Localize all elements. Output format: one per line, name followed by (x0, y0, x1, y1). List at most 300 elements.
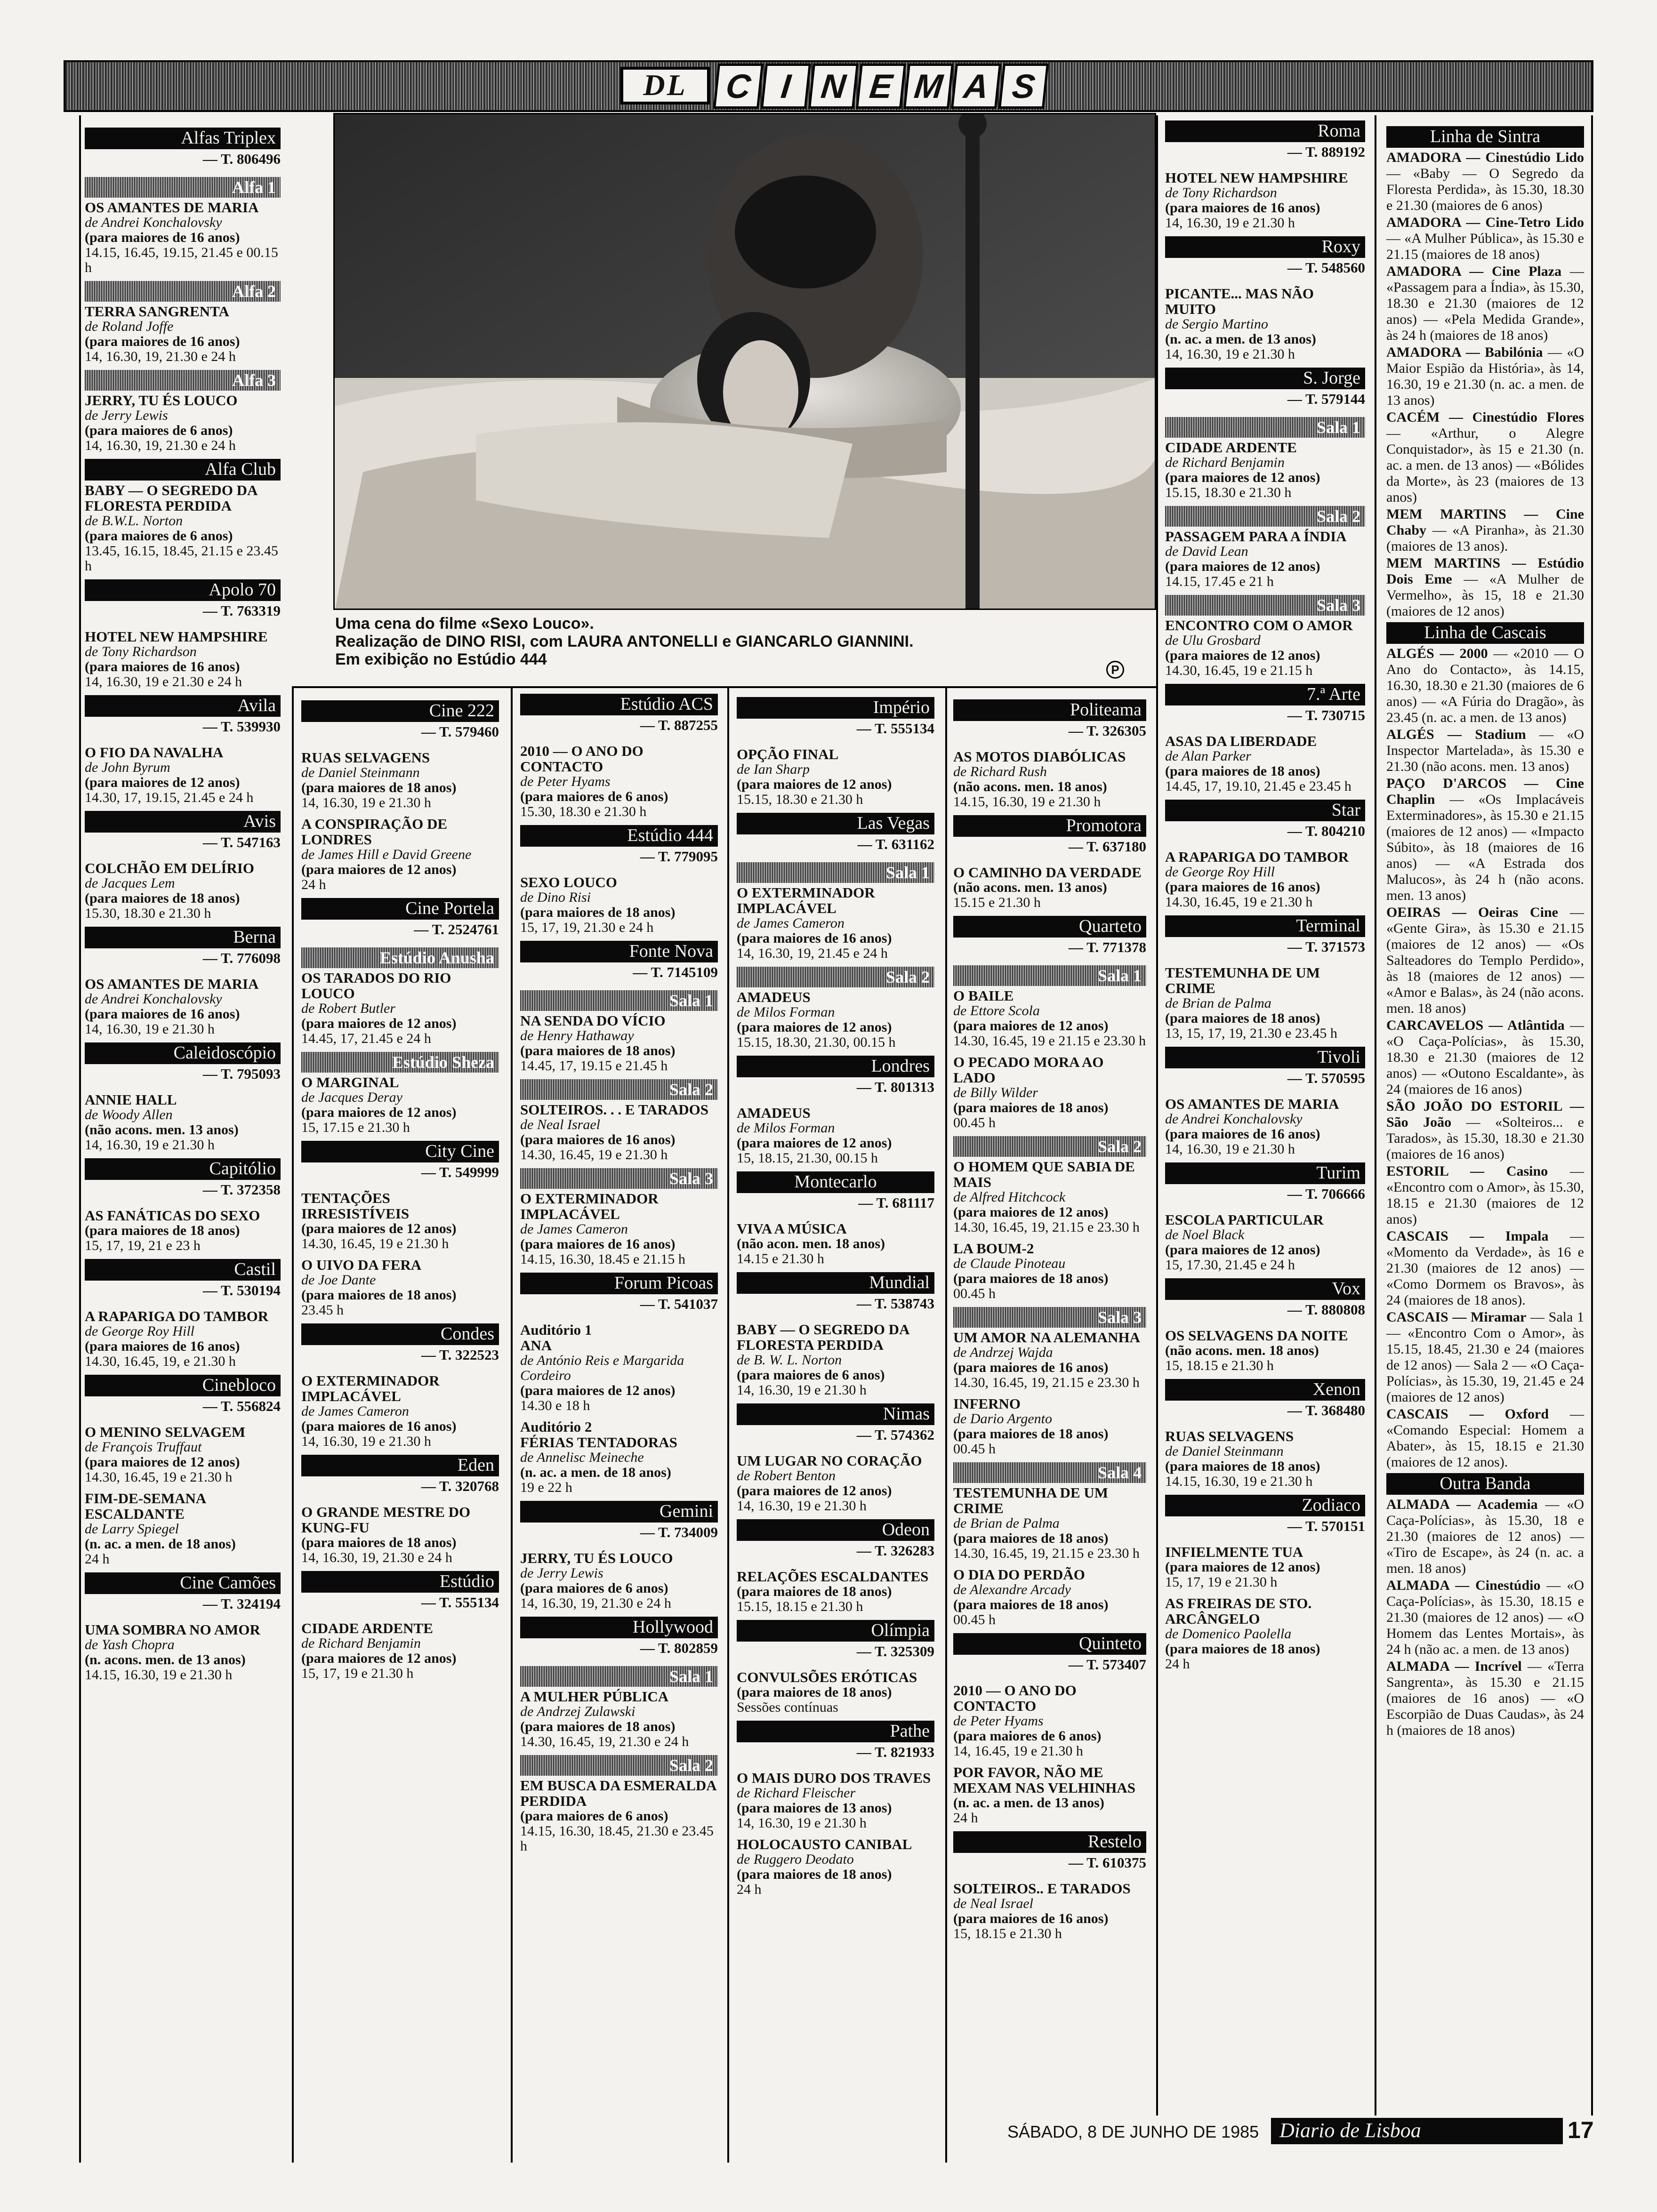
cinema-phone: — T. 779095 (640, 848, 718, 865)
cinema-phone: — T. 802859 (640, 1640, 718, 1656)
age-rating: (para maiores de 12 anos) (1165, 1559, 1320, 1575)
film-title: BABY — O SEGREDO DA FLORESTA PERDIDA (737, 1321, 909, 1353)
cinema-phone: — T. 804210 (1287, 823, 1365, 839)
age-rating: (para maiores de 16 anos) (1165, 200, 1320, 216)
cinema-name: Odeon (737, 1519, 934, 1541)
showtimes: 14.30, 16.45, 19 e 21.15 h (1165, 663, 1313, 678)
film-still-image (335, 114, 1156, 610)
age-rating: (para maiores de 6 anos) (520, 1580, 668, 1596)
showtimes: 23.45 h (301, 1302, 344, 1318)
listing-entry (1386, 506, 1584, 554)
venue-name: MEM MARTINS — Cine Chaby (1386, 506, 1584, 538)
showtimes: 14, 16.30, 19 e 21.30 e 24 h (85, 674, 242, 689)
cinema-name: Nimas (737, 1403, 934, 1425)
cinema-name: Linha de Sintra (1386, 126, 1584, 148)
film-title: OPÇÃO FINAL (737, 746, 839, 762)
film-title: INFERNO (953, 1395, 1021, 1412)
film-title: FÉRIAS TENTADORAS (520, 1434, 677, 1451)
film-title: UM LUGAR NO CORAÇÃO (737, 1452, 922, 1469)
age-rating: (para maiores de 12 anos) (301, 1651, 457, 1666)
age-rating: (para maiores de 16 anos) (737, 930, 892, 946)
listing-text: — «O Inspector Marteladа», às 15.30 e 21.30 (não acons. men. 13 anos) (1386, 727, 1584, 774)
column-6 (1165, 118, 1365, 1677)
cinema-name: Londres (737, 1056, 934, 1077)
listing-entry (1386, 1163, 1584, 1227)
showtimes: 14, 16.30, 19, 21.30 e 24 h (520, 1595, 671, 1611)
listing-entry (1386, 345, 1584, 409)
film-director: de Alan Parker (1165, 748, 1251, 764)
listing-text: — «A Mulher Pública», às 15.30 e 21.15 (maiores de 18 anos) (1386, 231, 1584, 262)
film-director: de Andrei Konchalovsky (85, 215, 222, 230)
film-title: UM AMOR NA ALEMANHA (953, 1329, 1140, 1346)
screen-label: Sala 1 (737, 862, 934, 883)
title-letter: C (713, 64, 764, 109)
listing-entry (1386, 1228, 1584, 1308)
film-director: de François Truffaut (85, 1439, 202, 1455)
showtimes: 14.15, 16.30, 19 e 21.30 h (1165, 1474, 1313, 1489)
showtimes: 15.30, 18.30 e 21.30 h (85, 906, 211, 921)
film-title: SEXO LOUCO (520, 874, 617, 890)
cinema-phone: — T. 538743 (856, 1295, 934, 1312)
listing-text: — «Momento da Verdade», às 16 e 21.30 (maiores de 12 anos) — «Como Dormem os Bravos», às 24 (maiores de 18 anos). (1386, 1228, 1585, 1308)
showtimes: 14.30, 17, 19.15, 21.45 e 24 h (85, 790, 254, 805)
film-title: HOTEL NEW HAMPSHIRE (85, 628, 268, 645)
column-4 (737, 694, 934, 1903)
film-title: AS MOTOS DIABÓLICAS (953, 748, 1126, 765)
showtimes: 00.45 h (953, 1612, 996, 1627)
film-director: de Sergio Martino (1165, 316, 1268, 332)
column-3 (520, 691, 718, 1859)
screen-label: Sala 1 (1165, 417, 1365, 438)
cinema-phone: — T. 574362 (856, 1427, 934, 1443)
cinema-phone: — T. 372358 (202, 1181, 281, 1198)
listing-text: — «2010 — O Ano do Contacto», às 14.15, 16.30, 18.30 e 21.30 (maiores de 6 anos) — «A Fúria do Dragão», às 23.45 (n. ac. a men. de 13 anos) (1386, 646, 1584, 725)
film-still-photo (333, 113, 1156, 610)
listing-entry (1386, 555, 1584, 619)
showtimes: 14, 16.30, 19, 21.30 e 24 h (85, 349, 236, 364)
film-title: TESTEMUNHA DE UM CRIME (953, 1484, 1108, 1516)
age-rating: (para maiores de 12 anos) (737, 777, 892, 792)
age-rating: (para maiores de 18 anos) (953, 1426, 1109, 1442)
showtimes: 14.15, 16.30, 18.45 e 21.15 h (520, 1251, 685, 1267)
film-title: HOLOCAUSTO CANIBAL (737, 1836, 912, 1852)
film-title: SOLTEIROS.. E TARADOS (953, 1880, 1131, 1897)
film-title: OS TARADOS DO RIO LOUCO (301, 970, 451, 1002)
cinema-phone: — T. 555134 (856, 720, 934, 737)
age-rating: (para maiores de 18 anos) (301, 780, 457, 795)
age-rating: (n. ac. a men. de 13 anos) (953, 1795, 1104, 1811)
column-rule (79, 115, 81, 2163)
venue-name: SÃO JOÃO DO ESTORIL — São João (1386, 1098, 1584, 1130)
screen-label: Alfa 1 (85, 177, 281, 198)
cinema-name: Restelo (953, 1831, 1146, 1853)
showtimes: 00.45 h (953, 1115, 996, 1130)
film-title: LA BOUM-2 (953, 1240, 1034, 1257)
listing-text: — «Terra Sangrenta», às 15.30 e 21.15 (maiores de 16 anos) — «O Escorpião de Duas Caudas», às 24 h (maiores de 18 anos) (1386, 1659, 1585, 1738)
listing-entry (1386, 905, 1584, 1017)
cinema-phone: — T. 541037 (640, 1296, 718, 1312)
film-title: OS AMANTES DE MARIA (1165, 1096, 1339, 1112)
cinema-name: Capitólio (85, 1158, 281, 1180)
cinema-phone: — T. 326283 (856, 1542, 934, 1559)
film-director: de Milos Forman (737, 1120, 835, 1136)
venue-name: ALMADA — Academia (1386, 1497, 1538, 1512)
footer-date: SÁBADO, 8 DE JUNHO DE 1985 (1007, 2122, 1259, 2141)
cinema-name: Roma (1165, 120, 1365, 142)
cinema-name: Avis (85, 811, 281, 833)
film-director: de Woody Allen (85, 1107, 173, 1122)
film-director: de Ettore Scola (953, 1003, 1040, 1018)
cinema-phone: — T. 325309 (856, 1643, 934, 1659)
showtimes: 14.15 e 21.30 h (737, 1251, 824, 1266)
dl-logo: DL (620, 67, 710, 104)
cinema-phone: — T. 631162 (857, 836, 934, 852)
film-title: O MARGINAL (301, 1074, 399, 1090)
listing-text: — «Os Implacáveis Exterminadores», às 15.30 e 21.15 (maiores de 12 anos) — «Impacto Súbito», às 18 (maiores de 16 anos) — «A Estrada dos Malucos», às 24 h (não acons. men. 13 anos) (1386, 792, 1584, 903)
showtimes: 15, 17.30, 21.45 e 24 h (1165, 1257, 1295, 1273)
film-title: CONVULSÕES ERÓTICAS (737, 1669, 917, 1685)
column-1 (85, 125, 281, 1688)
showtimes: 15, 17, 19, 21.30 e 24 h (520, 920, 654, 935)
listing-entry (1386, 727, 1584, 775)
film-title: HOTEL NEW HAMPSHIRE (1165, 169, 1348, 186)
venue-name: CASCAIS — Miramar (1386, 1309, 1527, 1325)
showtimes: 24 h (1165, 1656, 1190, 1672)
showtimes: 15.15, 18.30 e 21.30 h (1165, 485, 1292, 500)
caption-line: Realização de DINO RISI, com LAURA ANTONELLI e GIANCARLO GIANNINI. (335, 633, 914, 650)
cinema-phone: — T. 776098 (202, 950, 281, 966)
film-director: de Ulu Grosbard (1165, 633, 1261, 648)
age-rating: (para maiores de 16 anos) (85, 334, 240, 349)
venue-name: ALGÉS — Stadium (1386, 727, 1526, 742)
film-director: de Brian de Palma (953, 1515, 1060, 1531)
showtimes: 15, 17, 19 e 21.30 h (1165, 1574, 1278, 1590)
cinema-name: Montecarlo (737, 1171, 934, 1193)
screen-label: Sala 3 (1165, 595, 1365, 616)
screen-label: Sala 2 (1165, 506, 1365, 527)
caption-line: Em exibição no Estúdio 444 (335, 650, 547, 668)
showtimes: 14, 16.30, 19 e 21.30 h (1165, 1141, 1295, 1157)
cinema-name: Linha de Cascais (1386, 622, 1584, 644)
film-title: POR FAVOR, NÃO ME MEXAM NAS VELHINHAS (953, 1764, 1135, 1796)
listing-entry (1386, 1659, 1584, 1739)
age-rating: (para maiores de 6 anos) (85, 528, 233, 544)
film-title: OS SELVAGENS DA NOITE (1165, 1327, 1348, 1344)
age-rating: (para maiores de 6 anos) (85, 423, 233, 438)
newspaper-name: Diario de Lisboa (1271, 2118, 1563, 2144)
age-rating: (para maiores de 18 anos) (301, 1535, 457, 1550)
film-title: O PECADO MORA AO LADO (953, 1054, 1104, 1086)
film-title: O MAIS DURO DOS TRAVES (737, 1770, 931, 1786)
showtimes: 15, 17, 19, 21 e 23 h (85, 1238, 201, 1253)
film-director: de Billy Wilder (953, 1085, 1038, 1100)
film-title: JERRY, TU ÉS LOUCO (520, 1550, 673, 1566)
showtimes: 14.15, 16.30, 19 e 21.30 h (953, 794, 1101, 809)
column-rule (511, 687, 513, 2163)
showtimes: 14, 16.30, 19 e 21.30 h (1165, 346, 1295, 362)
showtimes: 14.30, 16.45, 19, 21.15 e 23.30 h (953, 1375, 1140, 1390)
venue-name: AMADORA — Babilónia (1386, 345, 1543, 360)
showtimes: 14.15, 17.45 e 21 h (1165, 574, 1274, 589)
showtimes: 15, 17, 19 e 21.30 h (301, 1666, 414, 1681)
age-rating: (para maiores de 12 anos) (520, 1383, 676, 1398)
film-director: de Peter Hyams (520, 774, 611, 789)
showtimes: 19 e 22 h (520, 1480, 572, 1495)
screen-label: Sala 1 (520, 990, 718, 1011)
photo-bottom-rule (292, 686, 1158, 688)
film-director: de Richard Benjamin (301, 1635, 421, 1651)
age-rating: (para maiores de 6 anos) (520, 1808, 668, 1824)
age-rating: (para maiores de 16 anos) (85, 230, 240, 245)
film-title: ANA (520, 1337, 552, 1354)
showtimes: 14, 16.30, 19 e 21.30 h (1165, 215, 1295, 231)
cinema-phone: — T. 7145109 (633, 964, 718, 980)
venue-name: CARCAVELOS — Atlântida (1386, 1018, 1565, 1033)
film-director: de Larry Spiegel (85, 1521, 179, 1537)
cinema-phone: — T. 368480 (1287, 1402, 1365, 1419)
age-rating: (para maiores de 16 anos) (85, 1338, 240, 1354)
age-rating: (para maiores de 12 anos) (953, 1018, 1109, 1034)
film-director: de Andrei Konchalovsky (1165, 1111, 1303, 1127)
age-rating: (para maiores de 18 anos) (85, 890, 240, 906)
age-rating: (para maiores de 16 anos) (953, 1360, 1109, 1375)
age-rating: (para maiores de 18 anos) (953, 1271, 1109, 1286)
showtimes: Sessões contínuas (737, 1699, 838, 1715)
cinema-phone: — T. 556824 (202, 1398, 281, 1414)
listing-text: — Sala 1 — «Encontro Com o Amor», às 15.15, 18.45, 21.30 e 24 (maiores de 12 anos) — Sala 2 — «O Caça-Polícias», às 15.30, 19, 21.45 e 24 (maiores de 12 anos) (1386, 1309, 1584, 1405)
film-title: CIDADE ARDENTE (301, 1620, 433, 1636)
screen-label: Sala 2 (520, 1079, 718, 1100)
age-rating: (não acon. men. 18 anos) (737, 1236, 885, 1251)
showtimes: 14.30, 16.45, 19, 21.30 e 24 h (520, 1734, 689, 1749)
showtimes: 14.30, 16.45, 19 e 21.15 e 23.30 h (953, 1033, 1146, 1049)
film-director: de Annelisc Meineche (520, 1450, 644, 1465)
age-rating: (para maiores de 18 anos) (520, 1719, 676, 1734)
age-rating: (para maiores de 18 anos) (953, 1100, 1109, 1115)
age-rating: (para maiores de 18 anos) (737, 1867, 892, 1882)
film-director: de Tony Richardson (1165, 185, 1277, 200)
showtimes: 14, 16.30, 19 e 21.30 h (737, 1815, 867, 1831)
listing-entry (1386, 1578, 1584, 1658)
listing-entry (1386, 264, 1584, 344)
cinema-name: Turim (1165, 1162, 1365, 1184)
age-rating: (para maiores de 18 anos) (520, 905, 676, 920)
cinema-phone: — T. 530194 (202, 1282, 281, 1298)
cinema-name: Vox (1165, 1278, 1365, 1300)
film-director: de Alfred Hitchcock (953, 1189, 1066, 1205)
cinema-phone: — T. 371573 (1287, 938, 1365, 955)
age-rating: (para maiores de 12 anos) (1165, 470, 1320, 485)
showtimes: 24 h (737, 1882, 762, 1897)
showtimes: 13, 15, 17, 19, 21.30 e 23.45 h (1165, 1026, 1337, 1041)
listing-text: — «A Piranha», às 21.30 (maiores de 13 anos). (1386, 522, 1585, 554)
age-rating: (para maiores de 6 anos) (953, 1728, 1102, 1744)
cinema-name: Roxy (1165, 236, 1365, 258)
age-rating: (para maiores de 16 anos) (85, 1006, 240, 1022)
age-rating: (para maiores de 12 anos) (301, 862, 457, 877)
screen-label: Alfa 3 (85, 370, 281, 391)
film-director: de Joe Dante (301, 1272, 376, 1288)
listing-text: — «O Caça-Polícias», às 15.30, 18.30 e 21.30 (maiores de 12 anos) — «Outono Escaldante», às 24 (maiores de 16 anos) (1386, 1018, 1584, 1097)
cinema-phone: — T. 730715 (1287, 707, 1365, 723)
age-rating: (para maiores de 18 anos) (301, 1287, 457, 1303)
age-rating: (para maiores de 12 anos) (301, 1221, 457, 1236)
age-rating: (para maiores de 6 anos) (737, 1367, 885, 1383)
age-rating: (n. ac. a men. de 13 anos) (1165, 331, 1316, 347)
cinema-phone: — T. 573407 (1068, 1656, 1146, 1673)
film-title: EM BUSCA DA ESMERALDA PERDIDA (520, 1777, 716, 1809)
cinema-name: Forum Picoas (520, 1273, 718, 1294)
showtimes: 14, 16.30, 19 e 21.30 h (85, 1021, 215, 1037)
age-rating: (para maiores de 6 anos) (520, 789, 668, 804)
showtimes: 15.30, 18.30 e 21.30 h (520, 804, 647, 819)
cinema-name: Caleidoscópio (85, 1042, 281, 1064)
cinema-name: Estúdio (301, 1571, 499, 1593)
showtimes: 15.15, 18.15 e 21.30 h (737, 1599, 863, 1614)
venue-name: PAÇO D'ARCOS — Cine Chaplin (1386, 776, 1584, 807)
film-director: de Noel Black (1165, 1227, 1245, 1242)
film-director: de Robert Butler (301, 1001, 395, 1016)
film-title: A RAPARIGA DO TAMBOR (1165, 849, 1349, 865)
cinema-name: Alfa Club (85, 459, 281, 481)
cinema-phone: — T. 610375 (1068, 1854, 1146, 1871)
film-title: AMADEUS (737, 989, 811, 1005)
listing-text: — «Comando Especial: Homem a Abater», às 15, 18.15 e 21.30 (maiores de 12 anos). (1386, 1406, 1585, 1470)
venue-name: ESTORIL — Casino (1386, 1163, 1548, 1179)
column-rule (1591, 115, 1593, 2116)
age-rating: (para maiores de 16 anos) (1165, 879, 1320, 895)
film-director: de Richard Fleischer (737, 1785, 856, 1801)
age-rating: (para maiores de 18 anos) (1165, 1641, 1320, 1657)
listing-entry (1386, 150, 1584, 214)
venue-name: CACÉM — Cinestúdio Flores (1386, 409, 1584, 425)
cinema-name: City Cine (301, 1141, 499, 1162)
film-title: PICANTE... MAS NÃO MUITO (1165, 285, 1314, 317)
film-title: INFIELMENTE TUA (1165, 1544, 1303, 1560)
film-director: de Peter Hyams (953, 1713, 1044, 1729)
listing-text: — «A Mulher de Vermelho», às 15, 18 e 21.30 (maiores de 12 anos) (1386, 571, 1584, 619)
film-title: AS FANÁTICAS DO SEXO (85, 1207, 260, 1224)
cinema-name: Mundial (737, 1272, 934, 1294)
showtimes: 14.30, 16.45, 19, 21.15 e 23.30 h (953, 1219, 1140, 1235)
film-director: de Richard Rush (953, 764, 1047, 779)
cinema-name: S. Jorge (1165, 368, 1365, 389)
film-title: O CAMINHO DA VERDADE (953, 864, 1142, 881)
venue-name: ALGÉS — 2000 (1386, 646, 1488, 661)
age-rating: (n. acons. men. de 13 anos) (85, 1652, 246, 1667)
age-rating: (para maiores de 18 anos) (85, 1223, 240, 1238)
film-title: VIVA A MÚSICA (737, 1220, 847, 1237)
age-rating: (para maiores de 16 anos) (520, 1132, 676, 1147)
age-rating: (para maiores de 18 anos) (953, 1531, 1109, 1546)
film-director: de Richard Benjamin (1165, 455, 1285, 470)
film-title: BABY — O SEGREDO DA FLORESTA PERDIDA (85, 482, 257, 514)
title-letter: S (998, 64, 1049, 109)
film-title: NA SENDA DO VÍCIO (520, 1012, 666, 1029)
age-rating: (para maiores de 18 anos) (737, 1584, 892, 1599)
cinema-name: Eden (301, 1455, 499, 1476)
showtimes: 24 h (953, 1810, 978, 1826)
showtimes: 14.30, 16.45, 19 e 21.30 h (85, 1469, 233, 1485)
film-title: O EXTERMINADOR IMPLACÁVEL (737, 884, 875, 916)
cinema-name: Politeama (953, 699, 1146, 721)
cinema-phone: — T. 889192 (1287, 144, 1365, 160)
film-title: 2010 — O ANO DO CONTACTO (953, 1682, 1077, 1714)
photo-caption (335, 615, 1135, 668)
age-rating: (para maiores de 18 anos) (953, 1597, 1109, 1612)
showtimes: 14, 16.30, 19, 21.45 e 24 h (737, 946, 888, 961)
screen-label: Sala 2 (737, 967, 934, 987)
cinema-phone: — T. 555134 (421, 1594, 499, 1611)
film-title: ESCOLA PARTICULAR (1165, 1211, 1324, 1228)
cinema-phone: — T. 548560 (1287, 259, 1365, 276)
age-rating: (para maiores de 12 anos) (953, 1204, 1109, 1220)
listing-text: — «Passagem para a Índia», às 15.30, 18.30 e 21.30 (maiores de 12 anos) — «Pela Medida Grande», às 24 h (maiores de 18 anos) (1386, 264, 1585, 343)
film-title: A RAPARIGA DO TAMBOR (85, 1308, 269, 1324)
listing-text: — «Solteiros... e Tarados», às 15.30, 18.30 e 21.30 (maiores de 16 anos) (1386, 1114, 1584, 1162)
film-director: de John Byrum (85, 760, 170, 775)
column-2 (301, 697, 499, 1687)
cinema-name: Castil (85, 1259, 281, 1281)
showtimes: 24 h (85, 1551, 110, 1567)
film-title: RELAÇÕES ESCALDANTES (737, 1568, 929, 1585)
title-letter: A (951, 64, 1001, 109)
film-title: O EXTERMINADOR IMPLACÁVEL (520, 1190, 659, 1222)
film-director: de Ian Sharp (737, 761, 810, 777)
cinema-name: Las Vegas (737, 813, 934, 834)
film-director: de Neal Israel (953, 1896, 1033, 1911)
film-title: 2010 — O ANO DO CONTACTO (520, 743, 643, 775)
film-director: de Andrzej Wajda (953, 1345, 1053, 1360)
cinema-name: Tivoli (1165, 1047, 1365, 1068)
film-title: ENCONTRO COM O AMOR (1165, 617, 1353, 633)
film-title: TESTEMUNHA DE UM CRIME (1165, 964, 1320, 996)
screen-label: Sala 4 (953, 1462, 1146, 1483)
age-rating: (para maiores de 16 anos) (520, 1236, 676, 1252)
showtimes: 00.45 h (953, 1441, 996, 1457)
film-director: de James Cameron (520, 1221, 628, 1237)
listing-entry (1386, 646, 1584, 726)
cinema-phone: — T. 570151 (1287, 1518, 1365, 1534)
film-director: de B.W.L. Norton (85, 513, 183, 529)
cinema-phone: — T. 887255 (640, 717, 718, 733)
listing-entry (1386, 776, 1584, 904)
film-title: COLCHÃO EM DELÍRIO (85, 860, 254, 876)
showtimes: 15, 18.15 e 21.30 h (1165, 1358, 1274, 1373)
screen-label: Sala 2 (953, 1136, 1146, 1157)
title-letter: E (856, 64, 906, 109)
showtimes: 14, 16.30, 19 e 21.30 h (301, 1434, 431, 1449)
cinema-name: Terminal (1165, 915, 1365, 937)
age-rating: (para maiores de 18 anos) (1165, 763, 1320, 779)
listing-text: — «Encontro com o Amor», às 15.30, 18.15 e 21.30 (maiores de 12 anos) (1386, 1163, 1584, 1227)
caption-line: Uma cena do filme «Sexo Louco». (335, 615, 594, 633)
cinema-phone: — T. 326305 (1068, 722, 1146, 739)
film-title: AS FREIRAS DE STO. ARCÂNGELO (1165, 1595, 1312, 1627)
age-rating: (para maiores de 16 anos) (85, 659, 240, 674)
screen-label: Estúdio Anusha (301, 947, 499, 968)
showtimes: 15, 17.15 e 21.30 h (301, 1120, 410, 1135)
listing-entry (1386, 1497, 1584, 1577)
cinema-phone: — T. 324194 (202, 1595, 281, 1612)
showtimes: 14.15, 16.30, 19 e 21.30 h (85, 1667, 233, 1683)
age-rating: (não acons. men. 13 anos) (953, 880, 1107, 895)
age-rating: (para maiores de 12 anos) (85, 775, 240, 790)
column-rule (292, 687, 294, 2163)
listing-entry (1386, 1406, 1584, 1470)
film-title: O GRANDE MESTRE DO KUNG-FU (301, 1504, 471, 1536)
cinema-name: Promotora (953, 815, 1146, 837)
